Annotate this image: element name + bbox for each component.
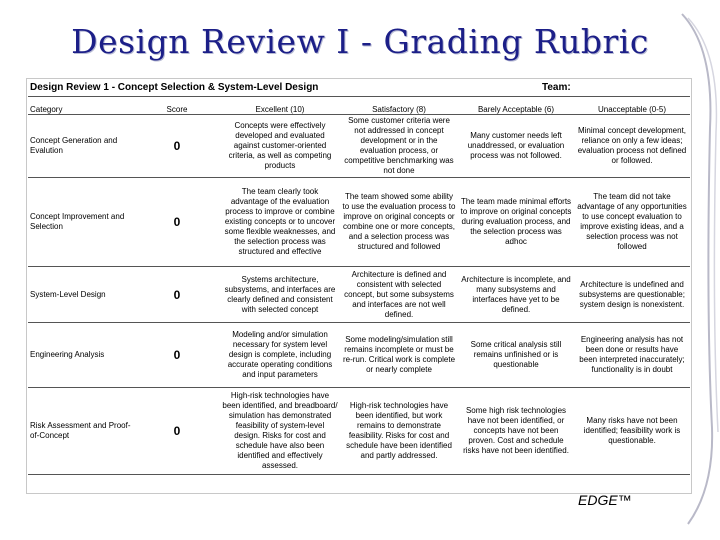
team-label: Team:: [542, 82, 571, 93]
table-row: [28, 267, 690, 323]
table-header-row: [28, 104, 690, 115]
table-row: [28, 323, 690, 388]
excellent-cell: The team clearly took advantage of the evaluation process to improve or combine existing concepts or to uncover some flexible weaknesses, and the selection process was structured and effective: [220, 178, 340, 267]
category-cell: Concept Improvement and Selection: [28, 178, 134, 267]
column-header-unacceptable: Unacceptable (0-5): [574, 104, 690, 115]
category-cell: Engineering Analysis: [28, 323, 134, 388]
rubric-table: [28, 104, 690, 475]
score-cell[interactable]: 0: [134, 178, 220, 267]
satisfactory-cell: Architecture is defined and consistent with selected concept, but some subsystems and interfaces are not well defined.: [340, 267, 458, 323]
edge-logo: EDGE™: [578, 492, 632, 508]
column-header-satisfactory: Satisfactory (8): [340, 104, 458, 115]
column-header-category: Category: [28, 104, 134, 115]
unacceptable-cell: Engineering analysis has not been done or results have been interpreted inaccurately; functionality is in doubt: [574, 323, 690, 388]
category-cell: Risk Assessment and Proof-of-Concept: [28, 388, 134, 475]
satisfactory-cell: High-risk technologies have been identified, but work remains to demonstrate feasibility. Risks for cost and schedule have been identified and partly addressed.: [340, 388, 458, 475]
document-header: [30, 82, 660, 93]
score-cell[interactable]: 0: [134, 115, 220, 178]
barely-acceptable-cell: Some critical analysis still remains unfinished or is questionable: [458, 323, 574, 388]
barely-acceptable-cell: Many customer needs left unaddressed, or evaluation process was not followed.: [458, 115, 574, 178]
unacceptable-cell: Minimal concept development, reliance on only a few ideas; evaluation process not defined or followed.: [574, 115, 690, 178]
satisfactory-cell: The team showed some ability to use the evaluation process to improve on original concepts or combine one or more concepts, and a selection process was structured and followed: [340, 178, 458, 267]
barely-acceptable-cell: The team made minimal efforts to improve on original concepts during evaluation process, and the selection process was adhoc: [458, 178, 574, 267]
score-cell[interactable]: 0: [134, 323, 220, 388]
column-header-excellent: Excellent (10): [220, 104, 340, 115]
excellent-cell: Modeling and/or simulation necessary for system level design is complete, including accurate operating conditions and input parameters: [220, 323, 340, 388]
column-header-barely-acceptable: Barely Acceptable (6): [458, 104, 574, 115]
category-cell: Concept Generation and Evalution: [28, 115, 134, 178]
unacceptable-cell: Architecture is undefined and subsystems are questionable; system design is nonexistent.: [574, 267, 690, 323]
unacceptable-cell: Many risks have not been identified; feasibility work is questionable.: [574, 388, 690, 475]
table-row: [28, 388, 690, 475]
slide-title: Design Review I - Grading Rubric: [71, 22, 649, 61]
barely-acceptable-cell: Some high risk technologies have not been identified, or concepts have not been proven. Cost and schedule risks have not been identified.: [458, 388, 574, 475]
header-divider: [28, 96, 690, 97]
satisfactory-cell: Some modeling/simulation still remains incomplete or must be re-run. Critical work is complete or nearly complete: [340, 323, 458, 388]
score-cell[interactable]: 0: [134, 388, 220, 475]
barely-acceptable-cell: Architecture is incomplete, and many subsystems and interfaces have yet to be defined.: [458, 267, 574, 323]
excellent-cell: Systems architecture, subsystems, and interfaces are clearly defined and consistent with selected concept: [220, 267, 340, 323]
document-title: Design Review 1 - Concept Selection & System-Level Design: [30, 82, 319, 93]
column-header-score: Score: [134, 104, 220, 115]
score-cell[interactable]: 0: [134, 267, 220, 323]
excellent-cell: High-risk technologies have been identified, and breadboard/ simulation has demonstrated feasibility of system-level design. Risks for cost and schedule have also been identified and effectively assessed.: [220, 388, 340, 475]
unacceptable-cell: The team did not take advantage of any opportunities to use concept evaluation to improve existing ideas, and a selection process was not followed: [574, 178, 690, 267]
table-row: [28, 115, 690, 178]
category-cell: System-Level Design: [28, 267, 134, 323]
satisfactory-cell: Some customer criteria were not addressed in concept development or in the evaluation process, or competitive benchmarking was not done: [340, 115, 458, 178]
table-row: [28, 178, 690, 267]
excellent-cell: Concepts were effectively developed and evaluated against customer-oriented criteria, as well as competing products: [220, 115, 340, 178]
